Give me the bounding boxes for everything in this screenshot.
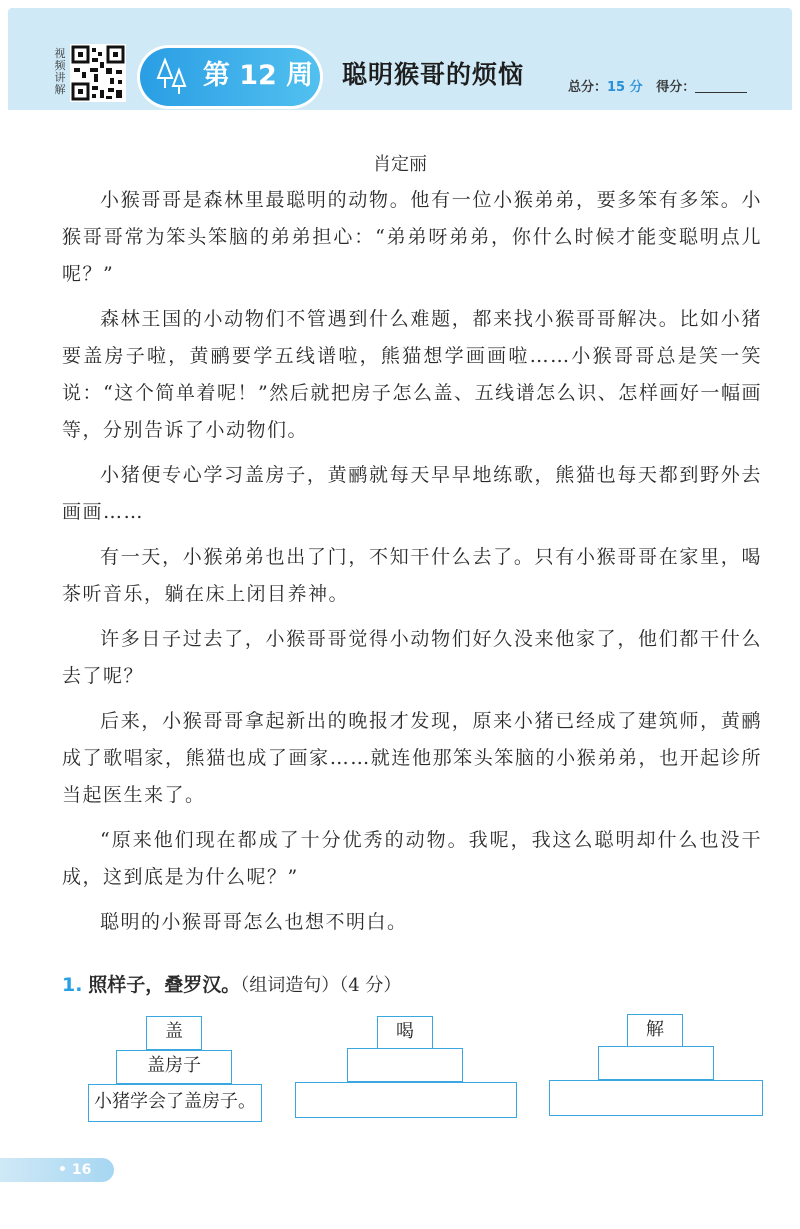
example-sentence-box: 小猪学会了盖房子。 [88,1084,262,1122]
page-title: 聪明猴哥的烦恼 [342,60,525,89]
page-number-tab [0,1158,114,1182]
paragraph: 聪明的小猴哥哥怎么也想不明白。 [100,911,408,933]
question-hint: （组词造句）（4 分） [240,975,402,996]
task-char-box-jie: 解 [627,1014,683,1048]
question-title: 照样子，叠罗汉。 [88,974,241,996]
score-label: 得分： [656,80,696,95]
task-sentence-box-he[interactable] [295,1082,517,1118]
tree-icon [154,56,190,102]
paragraph: 小猴哥哥是森林里最聪明的动物。他有一位小猴弟弟，要多笨有多笨。小猴哥哥常为笨头笨脑的弟弟担心：“弟弟呀弟弟，你什么时候才能变聪明点儿呢？” [62,189,762,285]
example-char-box: 盖 [146,1016,202,1050]
paragraph: 小猪便专心学习盖房子，黄鹂就每天早早地练歌，熊猫也每天都到野外去画画…… [62,464,762,523]
example-word-box: 盖房子 [116,1050,232,1084]
week-label: 第 12 周 [202,60,314,91]
article-body [62,182,762,949]
paragraph: “原来他们现在都成了十分优秀的动物。我呢，我这么聪明却什么也没干成，这到底是为什么呢？” [62,829,762,888]
author: 肖定丽 [373,154,427,175]
page-number: • 16 [58,1162,92,1178]
question-number: 1. [62,974,83,996]
task-sentence-box-jie[interactable] [549,1080,763,1116]
paragraph: 有一天，小猴弟弟也出了门，不知干什么去了。只有小猴哥哥在家里，喝茶听音乐，躺在床上闭目养神。 [62,546,762,605]
total-score-value: 15 分 [607,80,643,95]
task-word-box-jie[interactable] [598,1046,714,1080]
paragraph: 许多日子过去了，小猴哥哥觉得小动物们好久没来他家了，他们都干什么去了呢？ [62,628,762,687]
qr-code-icon[interactable] [70,44,126,102]
total-score-label: 总分： [568,80,608,95]
score-line [568,76,747,95]
qr-label: 视频讲解 [54,47,66,96]
score-blank[interactable] [695,80,747,93]
paragraph: 森林王国的小动物们不管遇到什么难题，都来找小猴哥哥解决。比如小猪要盖房子啦，黄鹂要学五线谱啦，熊猫想学画画啦……小猴哥哥总是笑一笑说：“这个简单着呢！”然后就把房子怎么盖、五线谱怎么识、怎样画好一幅画等，分别告诉了小动物们。 [62,308,762,441]
task-word-box-he[interactable] [347,1048,463,1082]
question-1 [62,972,401,999]
paragraph: 后来，小猴哥哥拿起新出的晚报才发现，原来小猪已经成了建筑师，黄鹂成了歌唱家，熊猫也成了画家……就连他那笨头笨脑的小猴弟弟，也开起诊所当起医生来了。 [62,710,762,806]
task-char-box-he: 喝 [377,1016,433,1050]
